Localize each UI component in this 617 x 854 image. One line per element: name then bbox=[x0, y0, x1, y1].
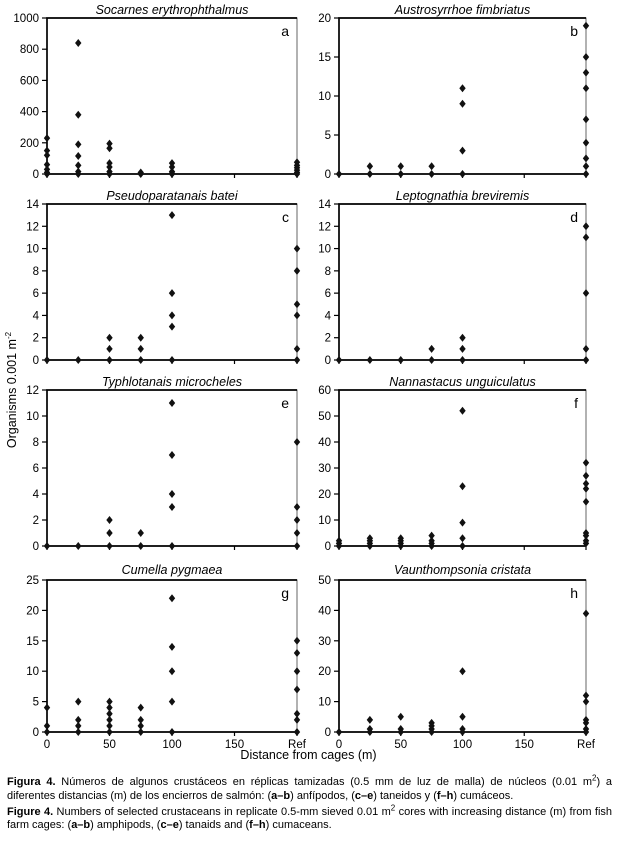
panel-title: Leptognathia breviremis bbox=[395, 189, 530, 203]
data-point bbox=[459, 100, 465, 108]
data-point bbox=[44, 170, 50, 178]
data-point bbox=[583, 170, 589, 178]
data-point bbox=[169, 323, 175, 331]
data-point bbox=[459, 534, 465, 542]
data-point bbox=[459, 170, 465, 178]
plot-frame bbox=[47, 204, 297, 360]
data-point bbox=[459, 84, 465, 92]
data-point bbox=[138, 542, 144, 550]
data-point bbox=[459, 334, 465, 342]
y-tick-label: 12 bbox=[26, 221, 39, 234]
plot-frame bbox=[47, 580, 297, 732]
data-point bbox=[106, 516, 112, 524]
data-point bbox=[169, 356, 175, 364]
caption-segment: cores with increasing distance (m) from fish farm cages: ( bbox=[7, 805, 613, 832]
caption-segment: ) tanaids and ( bbox=[178, 819, 250, 832]
y-tick-label: 8 bbox=[32, 437, 39, 449]
y-tick-label: 0 bbox=[32, 355, 39, 367]
y-tick-label: 2 bbox=[32, 332, 39, 345]
data-point bbox=[428, 162, 434, 170]
axis-lines bbox=[47, 204, 297, 360]
axis-lines bbox=[47, 580, 297, 732]
caption-segment: ) taneidos y ( bbox=[373, 789, 437, 802]
panel-e bbox=[8, 374, 309, 560]
plot-frame bbox=[47, 390, 297, 546]
panel-a bbox=[8, 2, 309, 188]
data-point bbox=[459, 667, 465, 675]
y-tick-label: 4 bbox=[324, 310, 331, 323]
y-tick-label: 2 bbox=[324, 332, 331, 345]
data-point bbox=[398, 713, 404, 721]
data-point bbox=[459, 345, 465, 353]
panel-letter: a bbox=[281, 23, 289, 39]
panel-title: Pseudoparatanais batei bbox=[106, 189, 238, 203]
y-tick-label: 4 bbox=[32, 489, 39, 501]
caption-segment: Figure 4. bbox=[7, 805, 54, 818]
data-point bbox=[294, 300, 300, 308]
x-tick-label: 150 bbox=[224, 739, 245, 751]
panel-f bbox=[309, 374, 610, 560]
panel-title: Typhlotanais microcheles bbox=[101, 375, 243, 389]
y-tick-label: 20 bbox=[318, 489, 331, 501]
y-tick-label: 15 bbox=[26, 635, 39, 648]
data-point bbox=[294, 345, 300, 353]
data-point bbox=[459, 519, 465, 527]
caption-segment: Organisms 0.001 m bbox=[5, 339, 19, 449]
y-tick-label: 0 bbox=[32, 541, 39, 553]
caption-segment: ) anfípodos, ( bbox=[290, 789, 355, 802]
panel-title: Austrosyrrhoe fimbriatus bbox=[394, 3, 531, 17]
y-tick-label: 5 bbox=[32, 696, 39, 709]
panel-letter: g bbox=[281, 585, 289, 601]
data-point bbox=[138, 728, 144, 736]
data-point bbox=[294, 529, 300, 537]
data-point bbox=[75, 111, 81, 119]
data-point bbox=[138, 529, 144, 537]
x-tick-label: 0 bbox=[43, 739, 51, 751]
y-tick-label: 4 bbox=[32, 310, 39, 323]
data-point bbox=[294, 685, 300, 693]
data-point bbox=[583, 498, 589, 506]
data-point bbox=[169, 211, 175, 219]
data-point bbox=[294, 267, 300, 275]
panel-letter: e bbox=[281, 395, 289, 411]
y-tick-label: 10 bbox=[318, 515, 331, 527]
y-tick-label: 50 bbox=[318, 411, 331, 423]
data-point bbox=[583, 485, 589, 493]
data-point bbox=[138, 170, 144, 178]
y-tick-label: 8 bbox=[324, 265, 331, 278]
caption-segment: 2 bbox=[390, 802, 396, 812]
panel-g bbox=[8, 560, 309, 760]
data-point bbox=[106, 529, 112, 537]
y-tick-label: 20 bbox=[26, 605, 39, 618]
y-tick-label: 0 bbox=[324, 169, 331, 181]
caption-segment: Figura 4. bbox=[7, 776, 56, 788]
x-tick-label: Ref bbox=[288, 739, 306, 751]
data-point bbox=[106, 345, 112, 353]
data-point bbox=[459, 713, 465, 721]
data-point bbox=[583, 115, 589, 123]
panel-letter: c bbox=[282, 209, 289, 225]
data-point bbox=[44, 151, 50, 159]
caption-segment: -2 bbox=[3, 331, 13, 340]
caption-spanish bbox=[7, 773, 612, 804]
data-point bbox=[294, 716, 300, 724]
caption-segment: a–b bbox=[71, 819, 91, 832]
data-point bbox=[294, 667, 300, 675]
data-point bbox=[44, 134, 50, 142]
data-point bbox=[583, 162, 589, 170]
data-point bbox=[428, 170, 434, 178]
data-point bbox=[583, 459, 589, 467]
panel-title: Vaunthompsonia cristata bbox=[393, 563, 532, 577]
data-point bbox=[75, 356, 81, 364]
panel-letter: d bbox=[570, 209, 578, 225]
data-point bbox=[583, 53, 589, 61]
data-point bbox=[336, 728, 342, 736]
data-point bbox=[169, 311, 175, 319]
data-point bbox=[294, 438, 300, 446]
data-point bbox=[367, 716, 373, 724]
panel-title: Socarnes erythrophthalmus bbox=[95, 3, 249, 17]
data-point bbox=[169, 542, 175, 550]
data-point bbox=[169, 667, 175, 675]
data-point bbox=[75, 728, 81, 736]
data-point bbox=[367, 170, 373, 178]
data-point bbox=[583, 84, 589, 92]
data-point bbox=[428, 356, 434, 364]
caption-segment: f–h bbox=[436, 789, 454, 802]
y-tick-label: 800 bbox=[19, 44, 39, 57]
caption-segment: c–e bbox=[160, 819, 179, 832]
figure-caption bbox=[7, 773, 613, 835]
y-tick-label: 40 bbox=[318, 437, 331, 449]
panel-d bbox=[309, 188, 610, 374]
data-point bbox=[169, 643, 175, 651]
data-point bbox=[459, 482, 465, 490]
x-axis-label: Distance from cages (m) bbox=[240, 748, 377, 762]
y-tick-label: 12 bbox=[318, 221, 331, 234]
x-tick-label: 50 bbox=[103, 739, 116, 751]
data-point bbox=[169, 490, 175, 498]
caption-segment: ) cumáceos. bbox=[453, 789, 514, 802]
panel-title: Cumella pygmaea bbox=[121, 563, 223, 577]
data-point bbox=[294, 542, 300, 550]
data-point bbox=[294, 503, 300, 511]
data-point bbox=[336, 356, 342, 364]
data-point bbox=[398, 162, 404, 170]
data-point bbox=[169, 594, 175, 602]
y-tick-label: 20 bbox=[318, 13, 331, 25]
y-tick-label: 6 bbox=[32, 463, 39, 475]
y-tick-label: 0 bbox=[32, 727, 39, 739]
y-axis-label bbox=[5, 284, 19, 496]
data-point bbox=[583, 472, 589, 480]
data-point bbox=[138, 345, 144, 353]
y-tick-label: 15 bbox=[318, 52, 331, 64]
axis-lines bbox=[47, 18, 297, 174]
data-point bbox=[106, 542, 112, 550]
y-tick-label: 10 bbox=[26, 411, 39, 423]
y-tick-label: 30 bbox=[318, 463, 331, 475]
x-tick-label: 50 bbox=[394, 739, 408, 751]
data-point bbox=[398, 170, 404, 178]
y-tick-label: 40 bbox=[318, 605, 331, 618]
caption-segment: ) amphipods, ( bbox=[90, 819, 161, 832]
data-point bbox=[106, 144, 112, 152]
data-point bbox=[75, 542, 81, 550]
y-tick-label: 60 bbox=[318, 385, 331, 397]
y-tick-label: 14 bbox=[318, 199, 331, 211]
y-tick-label: 0 bbox=[324, 727, 331, 739]
data-point bbox=[44, 542, 50, 550]
data-point bbox=[294, 728, 300, 736]
y-tick-label: 0 bbox=[32, 169, 39, 181]
data-point bbox=[75, 39, 81, 47]
y-tick-label: 20 bbox=[318, 666, 331, 679]
panel-h bbox=[309, 560, 610, 760]
caption-segment: c–e bbox=[354, 789, 374, 802]
x-tick-label: 100 bbox=[162, 739, 182, 751]
caption-segment: f–h bbox=[249, 819, 266, 832]
data-point bbox=[75, 698, 81, 706]
caption-english bbox=[7, 802, 613, 834]
caption-segment: ) a diferentes distancias (m) de los encierros de salmón: ( bbox=[7, 776, 612, 802]
data-point bbox=[106, 728, 112, 736]
data-point bbox=[44, 728, 50, 736]
data-point bbox=[44, 356, 50, 364]
panel-letter: f bbox=[574, 395, 578, 411]
data-point bbox=[138, 704, 144, 712]
data-point bbox=[294, 245, 300, 253]
data-point bbox=[583, 139, 589, 147]
y-tick-label: 6 bbox=[32, 288, 39, 301]
caption-segment: 2 bbox=[592, 773, 597, 783]
axis-lines bbox=[339, 580, 586, 732]
data-point bbox=[294, 356, 300, 364]
data-point bbox=[294, 649, 300, 657]
data-point bbox=[169, 289, 175, 297]
y-tick-label: 400 bbox=[19, 106, 39, 119]
caption-segment: Números de algunos crustáceos en réplicas tamizadas (0.5 mm de luz de malla) de núcleos (0.01 m bbox=[55, 776, 593, 788]
data-point bbox=[169, 698, 175, 706]
data-point bbox=[583, 233, 589, 241]
data-point bbox=[459, 356, 465, 364]
y-tick-label: 10 bbox=[318, 91, 331, 103]
caption-segment: Numbers of selected crustaceans in replicate 0.5-mm sieved 0.01 m bbox=[53, 805, 391, 818]
data-point bbox=[294, 311, 300, 319]
y-tick-label: 10 bbox=[318, 243, 331, 256]
data-point bbox=[459, 407, 465, 415]
data-point bbox=[398, 356, 404, 364]
data-point bbox=[583, 22, 589, 30]
y-tick-label: 10 bbox=[26, 666, 39, 679]
data-point bbox=[169, 728, 175, 736]
data-point bbox=[583, 345, 589, 353]
y-tick-label: 200 bbox=[19, 137, 39, 150]
data-point bbox=[169, 503, 175, 511]
data-point bbox=[583, 154, 589, 162]
y-tick-label: 25 bbox=[26, 575, 39, 587]
y-tick-label: 30 bbox=[318, 635, 331, 648]
data-point bbox=[459, 147, 465, 155]
y-tick-label: 5 bbox=[324, 130, 331, 142]
y-tick-label: 600 bbox=[19, 75, 39, 88]
axis-lines bbox=[47, 390, 297, 546]
y-tick-label: 1000 bbox=[13, 13, 39, 25]
data-point bbox=[138, 334, 144, 342]
x-tick-label: 100 bbox=[452, 739, 473, 751]
plot-frame bbox=[339, 580, 586, 732]
data-point bbox=[294, 516, 300, 524]
chart-grid bbox=[8, 2, 610, 760]
data-point bbox=[169, 451, 175, 459]
data-point bbox=[75, 140, 81, 148]
data-point bbox=[367, 356, 373, 364]
panel-letter: b bbox=[570, 23, 578, 39]
data-point bbox=[75, 152, 81, 160]
y-tick-label: 14 bbox=[26, 199, 39, 211]
panel-c bbox=[8, 188, 309, 374]
data-point bbox=[169, 399, 175, 407]
data-point bbox=[106, 334, 112, 342]
y-tick-label: 6 bbox=[324, 288, 331, 301]
plot-frame bbox=[47, 18, 297, 174]
caption-segment: ) cumaceans. bbox=[265, 819, 332, 832]
data-point bbox=[44, 704, 50, 712]
panel-title: Nannastacus unguiculatus bbox=[389, 375, 536, 389]
y-tick-label: 0 bbox=[324, 541, 331, 553]
data-point bbox=[583, 222, 589, 230]
y-tick-label: 50 bbox=[318, 575, 331, 587]
data-point bbox=[367, 162, 373, 170]
x-tick-label: 0 bbox=[335, 739, 343, 751]
x-tick-label: 150 bbox=[514, 739, 534, 751]
y-tick-label: 12 bbox=[26, 385, 39, 397]
data-point bbox=[336, 170, 342, 178]
data-point bbox=[459, 542, 465, 550]
caption-segment: a–b bbox=[271, 789, 291, 802]
y-tick-label: 2 bbox=[32, 515, 39, 527]
y-tick-label: 0 bbox=[324, 355, 331, 367]
data-point bbox=[583, 69, 589, 77]
y-tick-label: 8 bbox=[32, 265, 39, 278]
panel-b bbox=[309, 2, 610, 188]
data-point bbox=[583, 289, 589, 297]
data-point bbox=[106, 356, 112, 364]
data-point bbox=[583, 698, 589, 706]
y-tick-label: 10 bbox=[318, 696, 331, 709]
data-point bbox=[294, 637, 300, 645]
data-point bbox=[583, 356, 589, 364]
x-tick-label: Ref bbox=[577, 739, 595, 751]
panel-letter: h bbox=[570, 585, 578, 601]
data-point bbox=[138, 356, 144, 364]
y-tick-label: 10 bbox=[26, 243, 39, 256]
data-point bbox=[583, 609, 589, 617]
data-point bbox=[428, 345, 434, 353]
